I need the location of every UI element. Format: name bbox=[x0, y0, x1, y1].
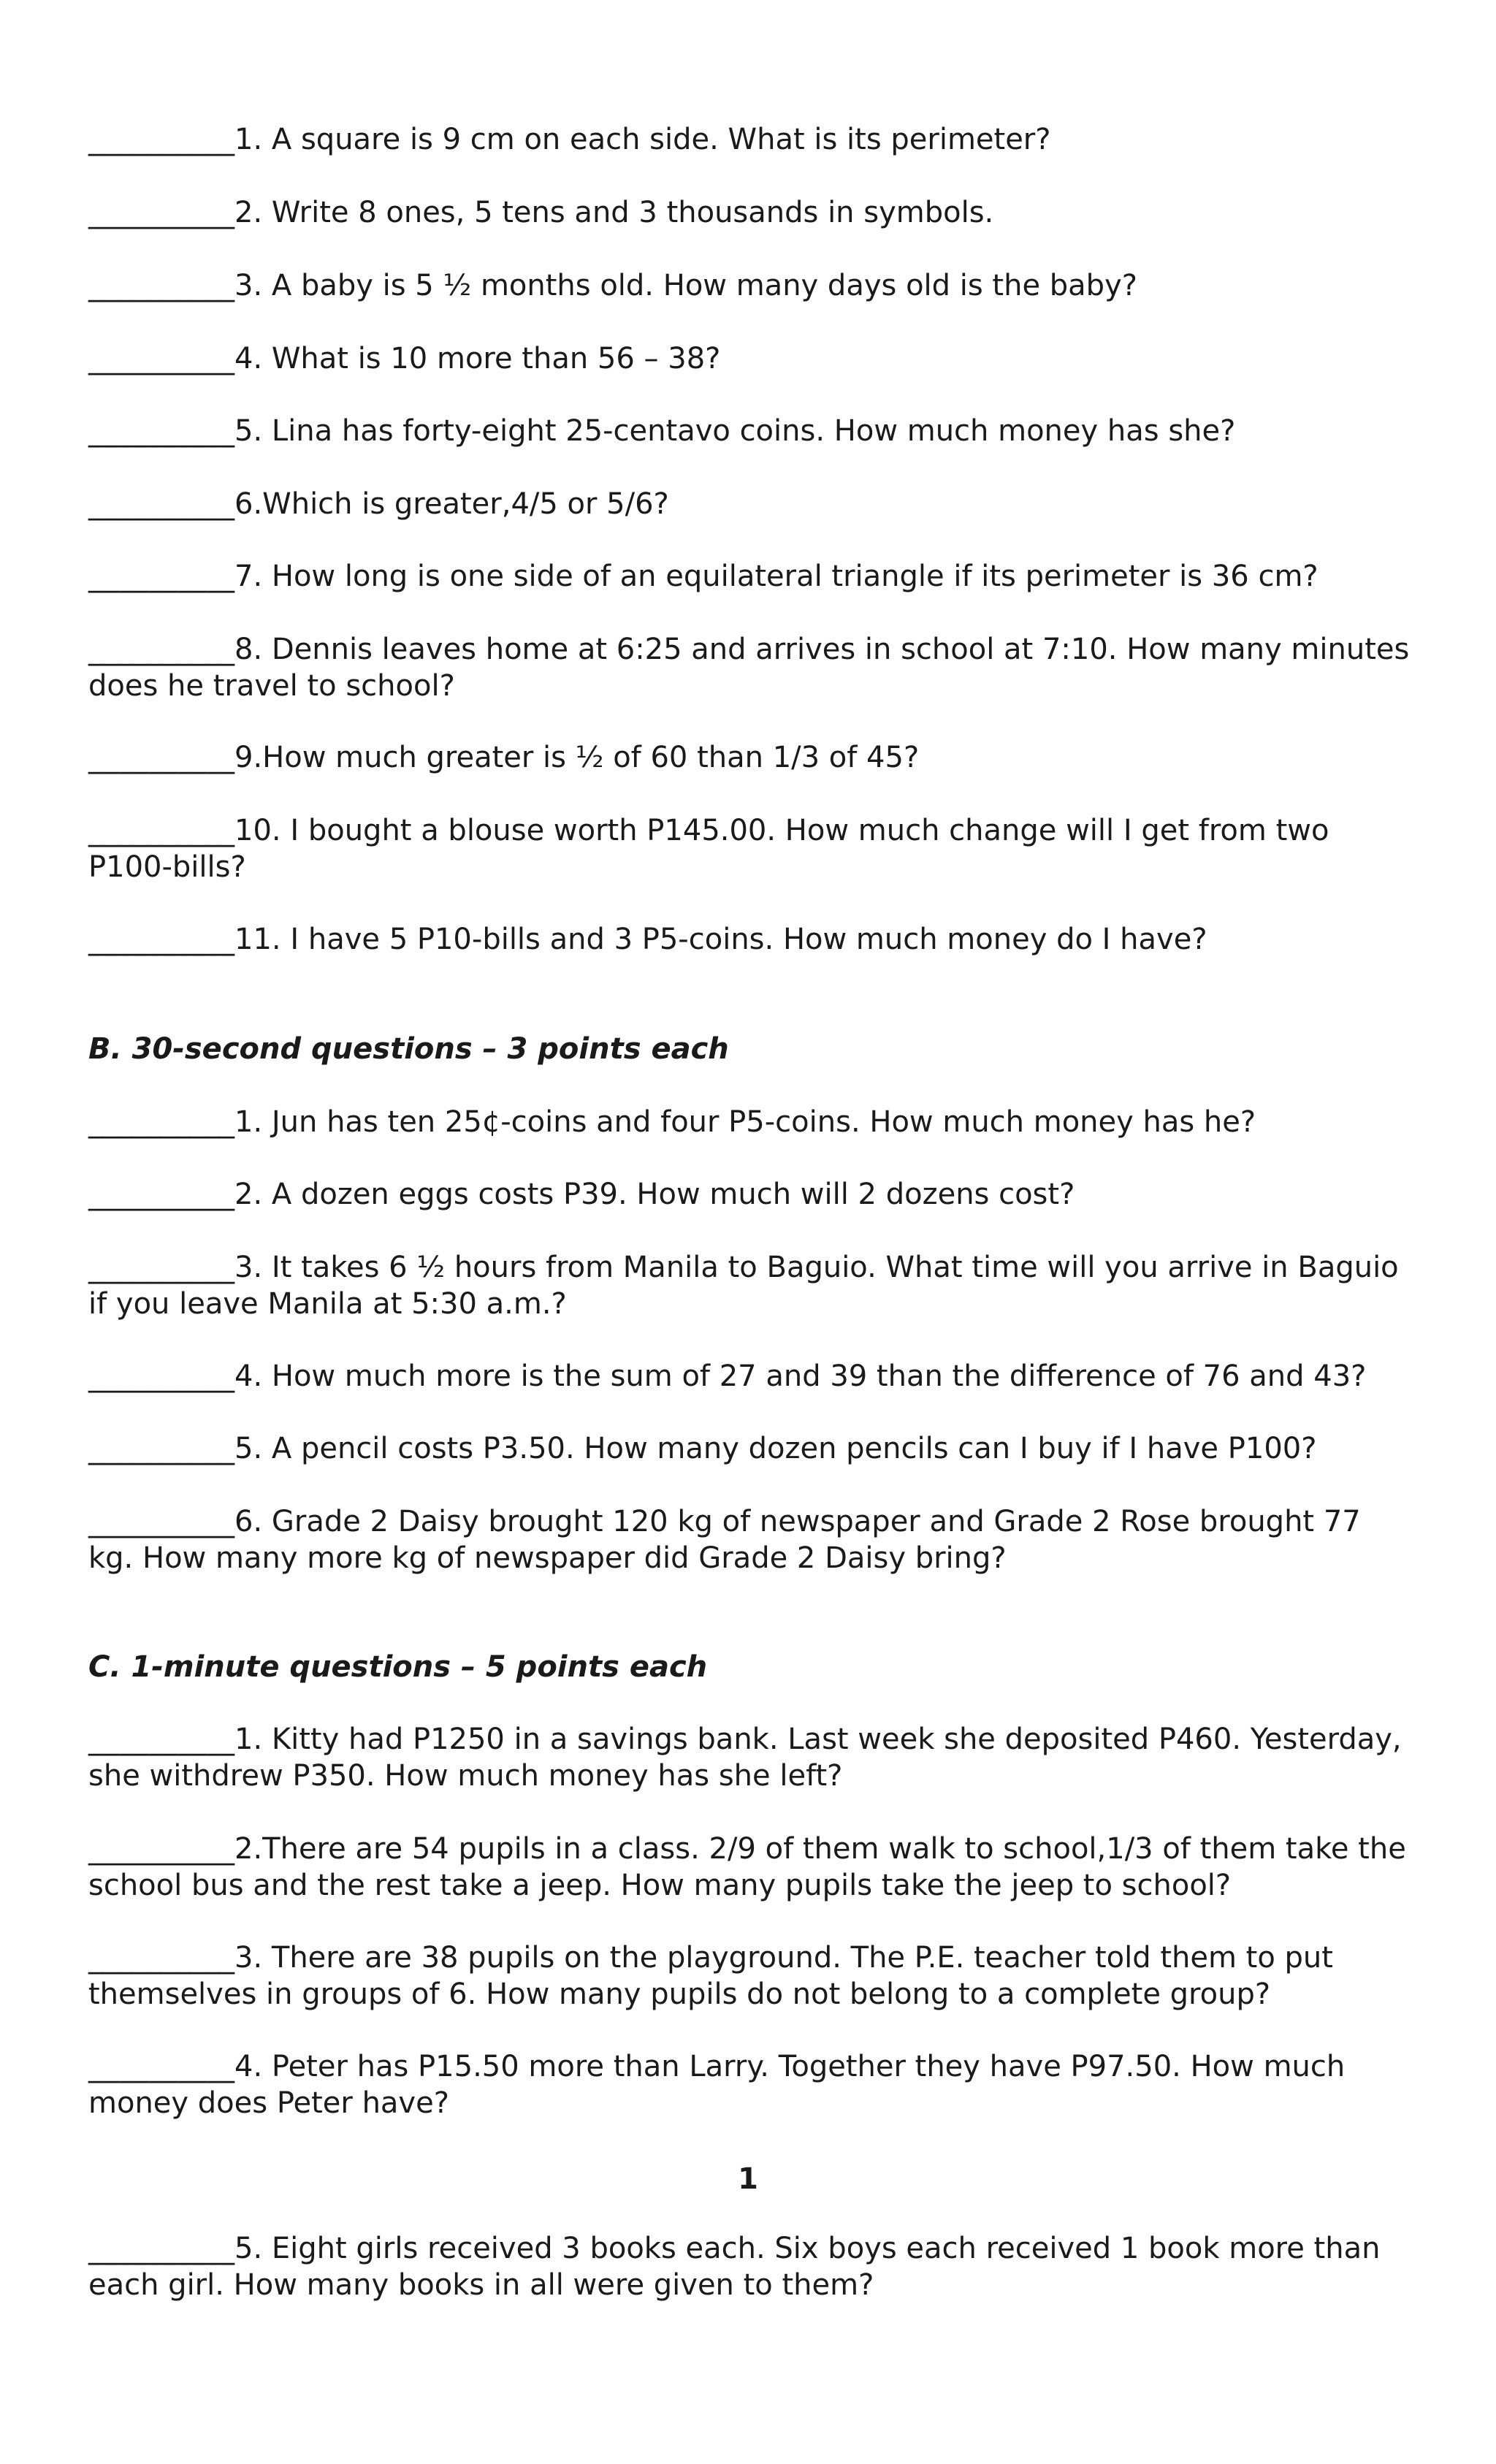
question-text: 4. Peter has P15.50 more than Larry. Together they have P97.50. How much money does Peter have? bbox=[88, 2050, 1346, 2120]
question-a10 bbox=[88, 812, 1411, 885]
answer-blank: __________ bbox=[88, 2232, 234, 2265]
answer-blank: __________ bbox=[88, 633, 234, 666]
answer-blank: __________ bbox=[88, 1432, 234, 1465]
section-c-heading: C. 1-minute questions – 5 points each bbox=[88, 1650, 708, 1684]
answer-blank: __________ bbox=[88, 2050, 234, 2083]
answer-blank: __________ bbox=[88, 560, 234, 593]
question-text: 2. Write 8 ones, 5 tens and 3 thousands in symbols. bbox=[234, 196, 994, 229]
question-text: 6. Grade 2 Daisy brought 120 kg of newspaper and Grade 2 Rose brought 77 kg. How many more kg of newspaper did Grade 2 Daisy bring? bbox=[88, 1505, 1361, 1575]
answer-blank: __________ bbox=[88, 923, 234, 956]
question-text: 1. Jun has ten 25¢-coins and four P5-coins. How much money has he? bbox=[234, 1105, 1256, 1139]
answer-blank: __________ bbox=[88, 741, 234, 774]
question-c3 bbox=[88, 1939, 1411, 2013]
answer-blank: __________ bbox=[88, 1359, 234, 1393]
question-text: 8. Dennis leaves home at 6:25 and arrives in school at 7:10. How many minutes does he travel to school? bbox=[88, 633, 1410, 703]
section-b-heading: B. 30-second questions – 3 points each bbox=[88, 1032, 729, 1066]
question-b6 bbox=[88, 1503, 1411, 1576]
answer-blank: __________ bbox=[88, 1941, 234, 1975]
answer-blank: __________ bbox=[88, 414, 234, 448]
question-b1 bbox=[88, 1104, 1411, 1140]
question-a11 bbox=[88, 921, 1411, 958]
question-text: 10. I bought a blouse worth P145.00. How much change will I get from two P100-bills? bbox=[88, 814, 1329, 884]
question-text: 11. I have 5 P10-bills and 3 P5-coins. How much money do I have? bbox=[234, 923, 1207, 956]
answer-blank: __________ bbox=[88, 123, 234, 156]
question-b2 bbox=[88, 1176, 1411, 1213]
question-text: 5. Lina has forty-eight 25-centavo coins. How much money has she? bbox=[234, 414, 1236, 448]
question-text: 9.How much greater is ½ of 60 than 1/3 of 45? bbox=[234, 741, 920, 774]
question-c4 bbox=[88, 2048, 1411, 2121]
question-text: 5. Eight girls received 3 books each. Six boys each received 1 book more than each girl. How many books in all were given to them? bbox=[88, 2232, 1381, 2302]
question-text: 5. A pencil costs P3.50. How many dozen pencils can I buy if I have P100? bbox=[234, 1432, 1317, 1465]
question-text: 2. A dozen eggs costs P39. How much will 2 dozens cost? bbox=[234, 1178, 1075, 1211]
question-a8 bbox=[88, 631, 1411, 704]
question-text: 1. A square is 9 cm on each side. What is its perimeter? bbox=[234, 123, 1051, 156]
question-c2 bbox=[88, 1831, 1411, 1904]
question-c1 bbox=[88, 1721, 1411, 1794]
question-text: 7. How long is one side of an equilateral triangle if its perimeter is 36 cm? bbox=[234, 560, 1318, 593]
question-a5 bbox=[88, 413, 1411, 449]
question-text: 2.There are 54 pupils in a class. 2/9 of them walk to school,1/3 of them take the school bus and the rest take a jeep. How many pupils take the jeep to school? bbox=[88, 1832, 1406, 1902]
answer-blank: __________ bbox=[88, 196, 234, 229]
answer-blank: __________ bbox=[88, 269, 234, 302]
question-text: 1. Kitty had P1250 in a savings bank. Last week she deposited P460. Yesterday, she withdrew P350. How much money has she left? bbox=[88, 1723, 1402, 1793]
answer-blank: __________ bbox=[88, 814, 234, 847]
question-b5 bbox=[88, 1430, 1411, 1467]
answer-blank: __________ bbox=[88, 1178, 234, 1211]
question-a1 bbox=[88, 121, 1411, 158]
question-b3 bbox=[88, 1249, 1411, 1322]
question-a6 bbox=[88, 486, 1411, 522]
answer-blank: __________ bbox=[88, 1505, 234, 1538]
answer-blank: __________ bbox=[88, 1832, 234, 1866]
question-text: 3. A baby is 5 ½ months old. How many days old is the baby? bbox=[234, 269, 1137, 302]
answer-blank: __________ bbox=[88, 342, 234, 375]
answer-blank: __________ bbox=[88, 487, 234, 521]
question-c5 bbox=[88, 2230, 1411, 2303]
question-text: 3. There are 38 pupils on the playground. The P.E. teacher told them to put themselves in groups of 6. How many pupils do not belong to a complete group? bbox=[88, 1941, 1333, 2011]
question-a4 bbox=[88, 340, 1411, 377]
answer-blank: __________ bbox=[88, 1723, 234, 1756]
question-text: 4. How much more is the sum of 27 and 39 than the difference of 76 and 43? bbox=[234, 1359, 1367, 1393]
question-a9 bbox=[88, 739, 1411, 776]
question-a3 bbox=[88, 267, 1411, 304]
answer-blank: __________ bbox=[88, 1251, 234, 1284]
page-number: 1 bbox=[738, 2162, 758, 2196]
question-a2 bbox=[88, 194, 1411, 231]
question-text: 4. What is 10 more than 56 – 38? bbox=[234, 342, 721, 375]
answer-blank: __________ bbox=[88, 1105, 234, 1139]
question-text: 3. It takes 6 ½ hours from Manila to Baguio. What time will you arrive in Baguio if you leave Manila at 5:30 a.m.? bbox=[88, 1251, 1399, 1321]
question-text: 6.Which is greater,4/5 or 5/6? bbox=[234, 487, 669, 521]
question-a7 bbox=[88, 558, 1411, 595]
question-b4 bbox=[88, 1358, 1411, 1395]
